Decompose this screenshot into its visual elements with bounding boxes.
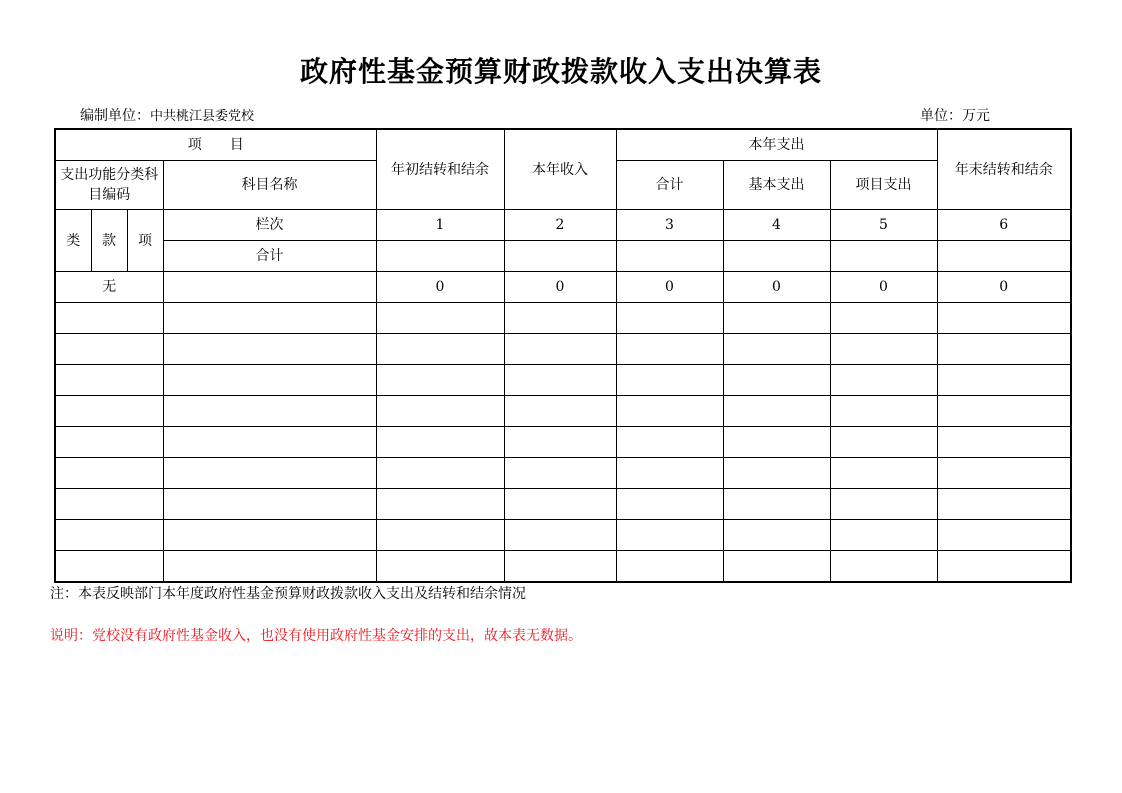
fund-table (54, 128, 1072, 583)
header-begin-balance: 年初结转和结余 (376, 129, 504, 210)
empty-row (55, 396, 1071, 427)
row-value: 0 (937, 272, 1071, 303)
header-func-code: 支出功能分类科目编码 (55, 161, 163, 210)
sum-cell (937, 241, 1071, 272)
column-no-cell: 4 (723, 210, 830, 241)
header-expense-group: 本年支出 (616, 129, 937, 161)
column-no-cell: 3 (616, 210, 723, 241)
empty-row (55, 520, 1071, 551)
sum-cell (830, 241, 937, 272)
footnote: 注：本表反映部门本年度政府性基金预算财政拨款收入支出及结转和结余情况 (50, 586, 526, 602)
sum-cell (616, 241, 723, 272)
column-no-cell: 6 (937, 210, 1071, 241)
header-basic: 基本支出 (723, 161, 830, 210)
column-no-label: 栏次 (163, 210, 376, 241)
sum-row-label: 合计 (163, 241, 376, 272)
header-end-balance: 年末结转和结余 (937, 129, 1071, 210)
empty-row (55, 303, 1071, 334)
sum-cell (504, 241, 616, 272)
header-subject-name: 科目名称 (163, 161, 376, 210)
sum-cell (723, 241, 830, 272)
column-no-cell: 1 (376, 210, 504, 241)
header-income: 本年收入 (504, 129, 616, 210)
page-title: 政府性基金预算财政拨款收入支出决算表 (299, 55, 822, 88)
row-code: 无 (55, 272, 163, 303)
compiling-unit-label: 编制单位： (80, 108, 150, 124)
row-value: 0 (504, 272, 616, 303)
table-row (55, 272, 1071, 303)
empty-row (55, 458, 1071, 489)
empty-row (55, 365, 1071, 396)
row-name (163, 272, 376, 303)
currency-unit: 单位：万元 (920, 108, 990, 124)
header-project: 项目支出 (830, 161, 937, 210)
remark-note: 说明：党校没有政府性基金收入，也没有使用政府性基金安排的支出，故本表无数据。 (50, 628, 582, 644)
empty-row (55, 489, 1071, 520)
row-value: 0 (376, 272, 504, 303)
compiling-unit (80, 105, 254, 125)
header-kuan: 款 (91, 210, 127, 272)
compiling-unit-name: 中共桃江县委党校 (150, 109, 255, 124)
header-lei: 类 (55, 210, 91, 272)
header-total: 合计 (616, 161, 723, 210)
row-value: 0 (723, 272, 830, 303)
empty-row (55, 551, 1071, 583)
column-no-cell: 2 (504, 210, 616, 241)
column-no-cell: 5 (830, 210, 937, 241)
row-value: 0 (616, 272, 723, 303)
header-xiang: 项 (127, 210, 163, 272)
sum-cell (376, 241, 504, 272)
header-item: 项 目 (55, 129, 376, 161)
empty-row (55, 427, 1071, 458)
empty-row (55, 334, 1071, 365)
row-value: 0 (830, 272, 937, 303)
